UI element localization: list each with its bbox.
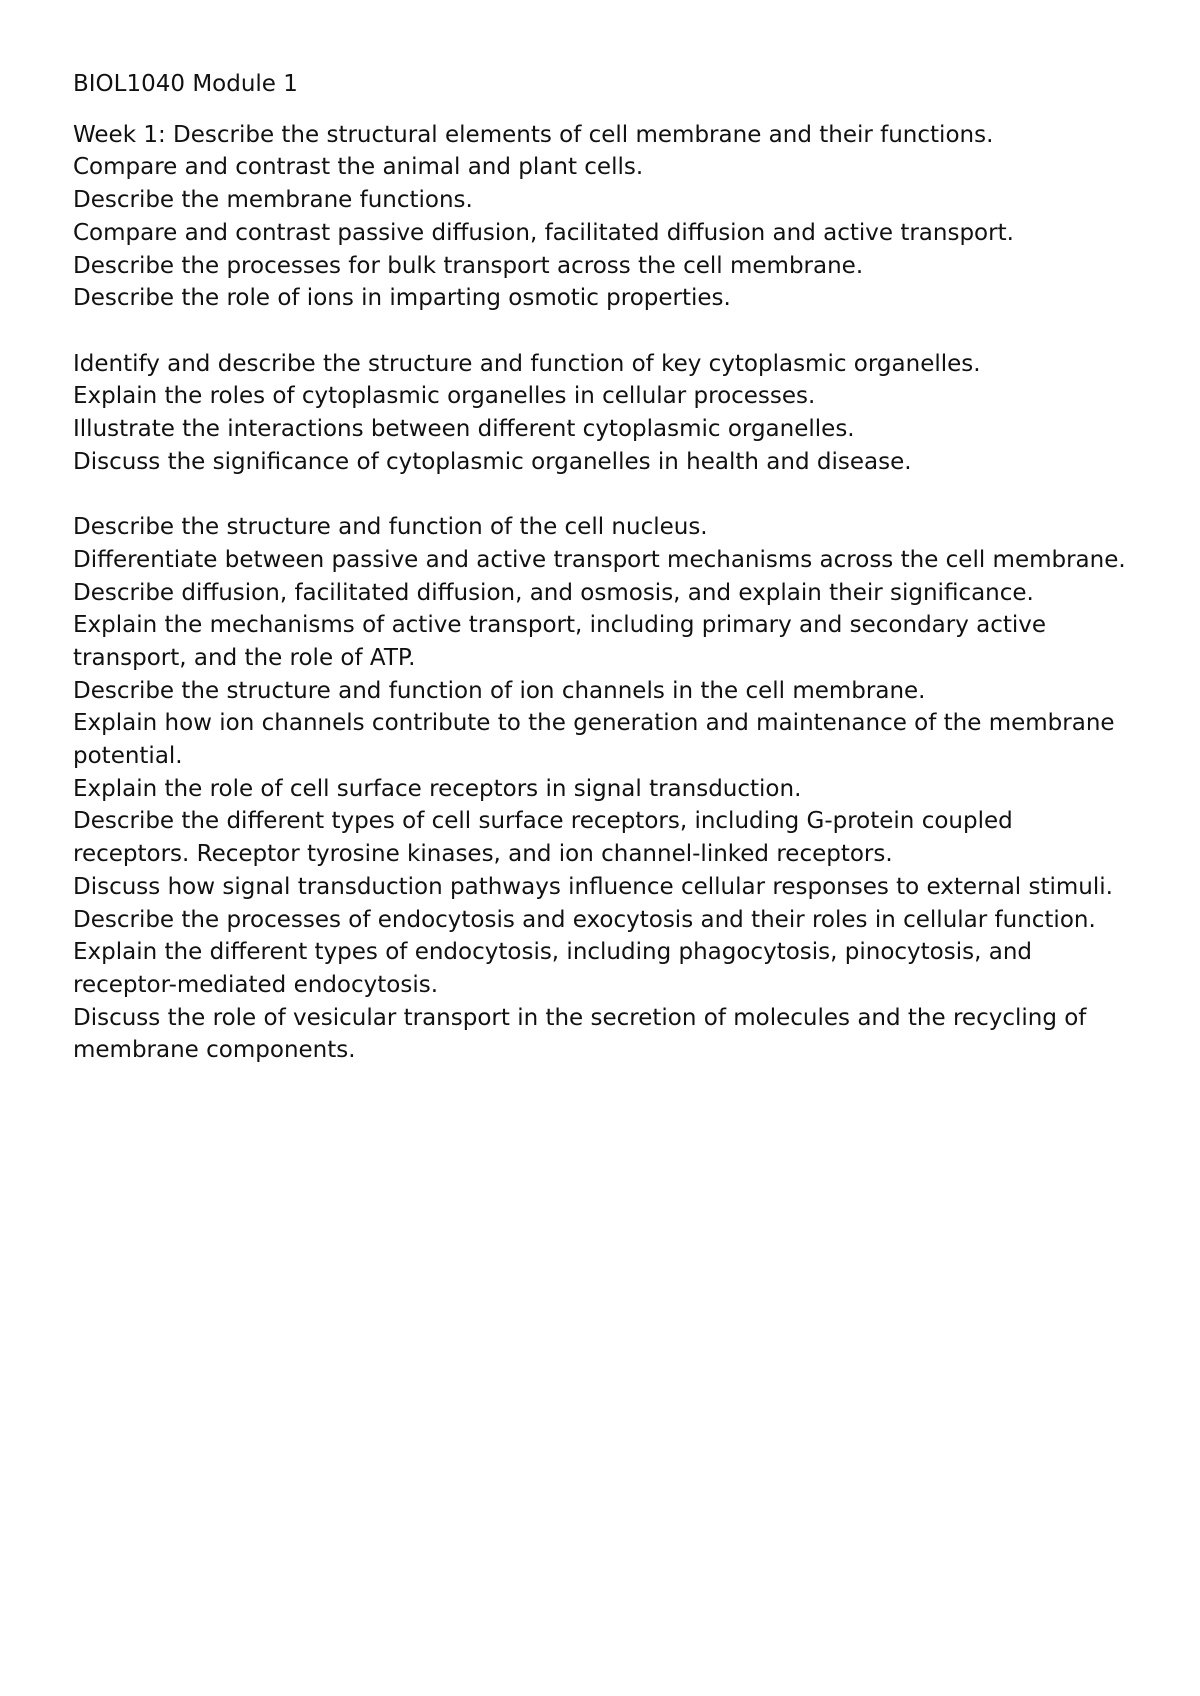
objective-line: Illustrate the interactions between different cytoplasmic organelles. xyxy=(73,416,855,443)
objective-line: Describe the structure and function of the cell nucleus. xyxy=(73,514,708,541)
objective-line: Compare and contrast passive diffusion, facilitated diffusion and active transport. xyxy=(73,219,1014,246)
objective-line: Compare and contrast the animal and plant cells. xyxy=(73,154,644,181)
objective-line: Explain the role of cell surface receptors in signal transduction. xyxy=(73,775,802,802)
objective-line: Describe the processes for bulk transport across the cell membrane. xyxy=(73,252,864,279)
objective-line: Describe the membrane functions. xyxy=(73,187,473,214)
objective-line: Explain the roles of cytoplasmic organelles in cellular processes. xyxy=(73,383,816,410)
objective-line: Explain how ion channels contribute to the generation and maintenance of the membrane potential. xyxy=(73,710,1115,770)
objective-line: Discuss the role of vesicular transport in the secretion of molecules and the recycling of membrane components. xyxy=(73,1004,1087,1064)
document-content xyxy=(73,68,1133,1067)
objective-line: Week 1: Describe the structural elements of cell membrane and their functions. xyxy=(73,121,994,148)
objective-line: Describe the structure and function of ion channels in the cell membrane. xyxy=(73,677,926,704)
transport-and-signaling-objectives xyxy=(73,511,1133,1067)
organelle-objectives xyxy=(73,348,1133,479)
document-title: BIOL1040 Module 1 xyxy=(73,71,298,97)
objective-line: Describe the different types of cell surface receptors, including G-protein coupled receptors. Receptor tyrosine kinases, and ion channel-linked receptors. xyxy=(73,808,1013,868)
objective-line: Differentiate between passive and active transport mechanisms across the cell membrane. xyxy=(73,546,1126,573)
week-1-membrane-objectives xyxy=(73,119,1133,315)
objective-line: Identify and describe the structure and function of key cytoplasmic organelles. xyxy=(73,350,981,377)
objective-line: Describe the role of ions in imparting osmotic properties. xyxy=(73,285,731,312)
objective-line: Describe the processes of endocytosis and exocytosis and their roles in cellular function. xyxy=(73,906,1096,933)
objective-line: Discuss the significance of cytoplasmic organelles in health and disease. xyxy=(73,448,912,475)
objective-line: Explain the mechanisms of active transport, including primary and secondary active transport, and the role of ATP. xyxy=(73,612,1047,671)
objective-line: Describe diffusion, facilitated diffusion, and osmosis, and explain their significance. xyxy=(73,579,1034,606)
objective-line: Explain the different types of endocytosis, including phagocytosis, pinocytosis, and receptor-mediated endocytosis. xyxy=(73,939,1032,998)
objective-line: Discuss how signal transduction pathways influence cellular responses to external stimuli. xyxy=(73,873,1113,900)
